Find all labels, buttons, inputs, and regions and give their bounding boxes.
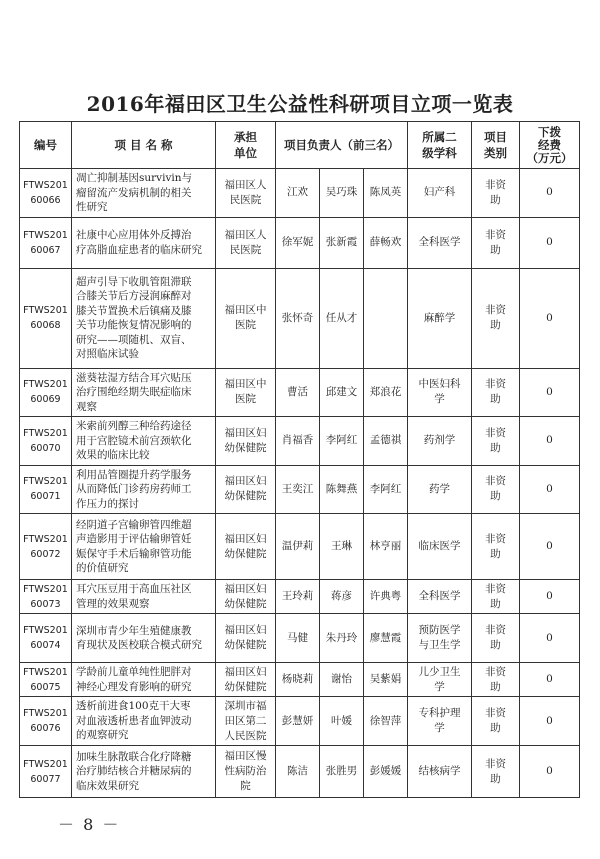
cell-discipline: 临床医学 xyxy=(408,514,472,580)
table-body xyxy=(20,169,580,798)
cell-leader-3: 廖慧霞 xyxy=(364,614,408,663)
cell-leader-1: 曹活 xyxy=(276,368,320,417)
cell-leader-1: 肖福香 xyxy=(276,417,320,466)
table-row xyxy=(20,417,580,466)
cell-leader-1: 张怀奇 xyxy=(276,268,320,368)
cell-project-name: 米索前列醇三种给药途径 用于宫腔镜术前宫颈软化 效果的临床比较 xyxy=(72,417,216,466)
cell-leader-2: 张新霞 xyxy=(320,217,364,268)
cell-funding: 0 xyxy=(520,514,580,580)
cell-discipline: 专科护理 学 xyxy=(408,697,472,746)
cell-id: FTWS201 60072 xyxy=(20,514,72,580)
cell-discipline: 全科医学 xyxy=(408,580,472,614)
page-title: 2016年福田区卫生公益性科研项目立项一览表 xyxy=(86,92,514,116)
table-row xyxy=(20,614,580,663)
cell-leader-2: 王琳 xyxy=(320,514,364,580)
cell-leader-2: 陈舞燕 xyxy=(320,465,364,514)
cell-leader-2: 谢怡 xyxy=(320,663,364,697)
table-row xyxy=(20,169,580,218)
cell-discipline: 全科医学 xyxy=(408,217,472,268)
header-name: 项 目 名 称 xyxy=(72,122,216,169)
table-row xyxy=(20,268,580,368)
cell-unit: 福田区中 医院 xyxy=(216,368,276,417)
cell-discipline: 药学 xyxy=(408,465,472,514)
cell-funding: 0 xyxy=(520,169,580,218)
cell-leader-1: 徐军妮 xyxy=(276,217,320,268)
cell-leader-3 xyxy=(364,268,408,368)
cell-leader-3: 郑浪花 xyxy=(364,368,408,417)
cell-leader-2: 张胜男 xyxy=(320,746,364,798)
cell-funding: 0 xyxy=(520,746,580,798)
cell-category: 非资 助 xyxy=(472,368,520,417)
cell-id: FTWS201 60077 xyxy=(20,746,72,798)
cell-leader-3: 徐智萍 xyxy=(364,697,408,746)
table-row xyxy=(20,217,580,268)
cell-leader-3: 吴紫娟 xyxy=(364,663,408,697)
cell-leader-1: 彭慧妍 xyxy=(276,697,320,746)
cell-leader-3: 李阿红 xyxy=(364,465,408,514)
cell-funding: 0 xyxy=(520,697,580,746)
cell-leader-3: 孟德祺 xyxy=(364,417,408,466)
cell-leader-1: 王玲莉 xyxy=(276,580,320,614)
cell-unit: 福田区妇 幼保健院 xyxy=(216,580,276,614)
cell-project-name: 透析前进食100克干大枣 对血液透析患者血钾波动 的观察研究 xyxy=(72,697,216,746)
cell-category: 非资 助 xyxy=(472,697,520,746)
cell-category: 非资 助 xyxy=(472,614,520,663)
cell-funding: 0 xyxy=(520,614,580,663)
cell-category: 非资 助 xyxy=(472,746,520,798)
cell-discipline: 预防医学 与卫生学 xyxy=(408,614,472,663)
header-unit: 承担 单位 xyxy=(216,122,276,169)
cell-id: FTWS201 60074 xyxy=(20,614,72,663)
cell-funding: 0 xyxy=(520,663,580,697)
cell-leader-1: 温伊莉 xyxy=(276,514,320,580)
cell-leader-2: 叶媛 xyxy=(320,697,364,746)
cell-leader-3: 许典粤 xyxy=(364,580,408,614)
cell-category: 非资 助 xyxy=(472,169,520,218)
cell-category: 非资 助 xyxy=(472,465,520,514)
cell-funding: 0 xyxy=(520,465,580,514)
header-funding: 下拨 经费 （万元） xyxy=(520,122,580,169)
cell-category: 非资 助 xyxy=(472,580,520,614)
cell-project-name: 经阴道子宫输卵管四维超 声造影用于评估输卵管妊 娠保守手术后输卵管功能 的价值研究 xyxy=(72,514,216,580)
table-row xyxy=(20,697,580,746)
cell-unit: 福田区人 民医院 xyxy=(216,169,276,218)
cell-leader-1: 马健 xyxy=(276,614,320,663)
cell-leader-2: 任从才 xyxy=(320,268,364,368)
table-row xyxy=(20,746,580,798)
table-row xyxy=(20,580,580,614)
cell-funding: 0 xyxy=(520,217,580,268)
cell-leader-3: 林亨丽 xyxy=(364,514,408,580)
cell-project-name: 超声引导下收肌管阻滞联 合膝关节后方浸润麻醉对 膝关节置换术后镇痛及膝 关节功能恢复情况影响的 研究——项随机、双盲、 对照临床试验 xyxy=(72,268,216,368)
cell-funding: 0 xyxy=(520,417,580,466)
project-table xyxy=(19,121,580,798)
table-header-row xyxy=(20,122,580,169)
cell-id: FTWS201 60073 xyxy=(20,580,72,614)
cell-project-name: 利用品管圈提升药学服务 从而降低门诊药房药师工 作压力的探讨 xyxy=(72,465,216,514)
cell-project-name: 学龄前儿童单纯性肥胖对 神经心理发育影响的研究 xyxy=(72,663,216,697)
cell-category: 非资 助 xyxy=(472,514,520,580)
cell-category: 非资 助 xyxy=(472,217,520,268)
cell-unit: 深圳市福 田区第二 人民医院 xyxy=(216,697,276,746)
cell-unit: 福田区中 医院 xyxy=(216,268,276,368)
cell-unit: 福田区人 民医院 xyxy=(216,217,276,268)
cell-id: FTWS201 60071 xyxy=(20,465,72,514)
cell-leader-2: 邱建文 xyxy=(320,368,364,417)
cell-discipline: 麻醉学 xyxy=(408,268,472,368)
cell-unit: 福田区妇 幼保健院 xyxy=(216,465,276,514)
cell-project-name: 凋亡抑制基因survivin与 瘤留流产发病机制的相关 性研究 xyxy=(72,169,216,218)
cell-discipline: 药剂学 xyxy=(408,417,472,466)
cell-leader-2: 朱丹玲 xyxy=(320,614,364,663)
cell-id: FTWS201 60075 xyxy=(20,663,72,697)
cell-leader-1: 陈洁 xyxy=(276,746,320,798)
cell-project-name: 滋葵祛湿方结合耳穴贴压 治疗围绝经期失眠症临床 观察 xyxy=(72,368,216,417)
cell-discipline: 中医妇科 学 xyxy=(408,368,472,417)
cell-id: FTWS201 60070 xyxy=(20,417,72,466)
cell-unit: 福田区妇 幼保健院 xyxy=(216,514,276,580)
cell-funding: 0 xyxy=(520,368,580,417)
cell-leader-3: 彭媛媛 xyxy=(364,746,408,798)
cell-id: FTWS201 60076 xyxy=(20,697,72,746)
cell-leader-3: 薛畅欢 xyxy=(364,217,408,268)
cell-funding: 0 xyxy=(520,268,580,368)
cell-discipline: 儿少卫生 学 xyxy=(408,663,472,697)
cell-unit: 福田区妇 幼保健院 xyxy=(216,417,276,466)
cell-leader-2: 吴巧珠 xyxy=(320,169,364,218)
cell-project-name: 社康中心应用体外反搏治 疗高脂血症患者的临床研究 xyxy=(72,217,216,268)
cell-unit: 福田区妇 幼保健院 xyxy=(216,663,276,697)
cell-id: FTWS201 60068 xyxy=(20,268,72,368)
cell-unit: 福田区妇 幼保健院 xyxy=(216,614,276,663)
cell-leader-1: 王奕江 xyxy=(276,465,320,514)
page-number: － 8 － xyxy=(58,815,121,834)
cell-id: FTWS201 60066 xyxy=(20,169,72,218)
cell-unit: 福田区慢 性病防治 院 xyxy=(216,746,276,798)
cell-category: 非资 助 xyxy=(472,417,520,466)
header-id: 编号 xyxy=(20,122,72,169)
cell-project-name: 深圳市青少年生殖健康教 育现状及医校联合模式研究 xyxy=(72,614,216,663)
cell-category: 非资 助 xyxy=(472,663,520,697)
table-row xyxy=(20,368,580,417)
cell-id: FTWS201 60069 xyxy=(20,368,72,417)
cell-project-name: 耳穴压豆用于高血压社区 管理的效果观察 xyxy=(72,580,216,614)
cell-funding: 0 xyxy=(520,580,580,614)
cell-leader-2: 蒋彦 xyxy=(320,580,364,614)
cell-leader-2: 李阿红 xyxy=(320,417,364,466)
cell-leader-1: 杨晓莉 xyxy=(276,663,320,697)
cell-discipline: 妇产科 xyxy=(408,169,472,218)
table-row xyxy=(20,514,580,580)
header-discipline: 所属二 级学科 xyxy=(408,122,472,169)
cell-id: FTWS201 60067 xyxy=(20,217,72,268)
cell-project-name: 加味生脉散联合化疗降糖 治疗肺结核合并糖尿病的 临床效果研究 xyxy=(72,746,216,798)
cell-discipline: 结核病学 xyxy=(408,746,472,798)
header-category: 项目 类别 xyxy=(472,122,520,169)
cell-category: 非资 助 xyxy=(472,268,520,368)
table-row xyxy=(20,465,580,514)
cell-leader-1: 江欢 xyxy=(276,169,320,218)
header-leaders: 项目负责人（前三名） xyxy=(276,122,408,169)
table-row xyxy=(20,663,580,697)
cell-leader-3: 陈凤英 xyxy=(364,169,408,218)
